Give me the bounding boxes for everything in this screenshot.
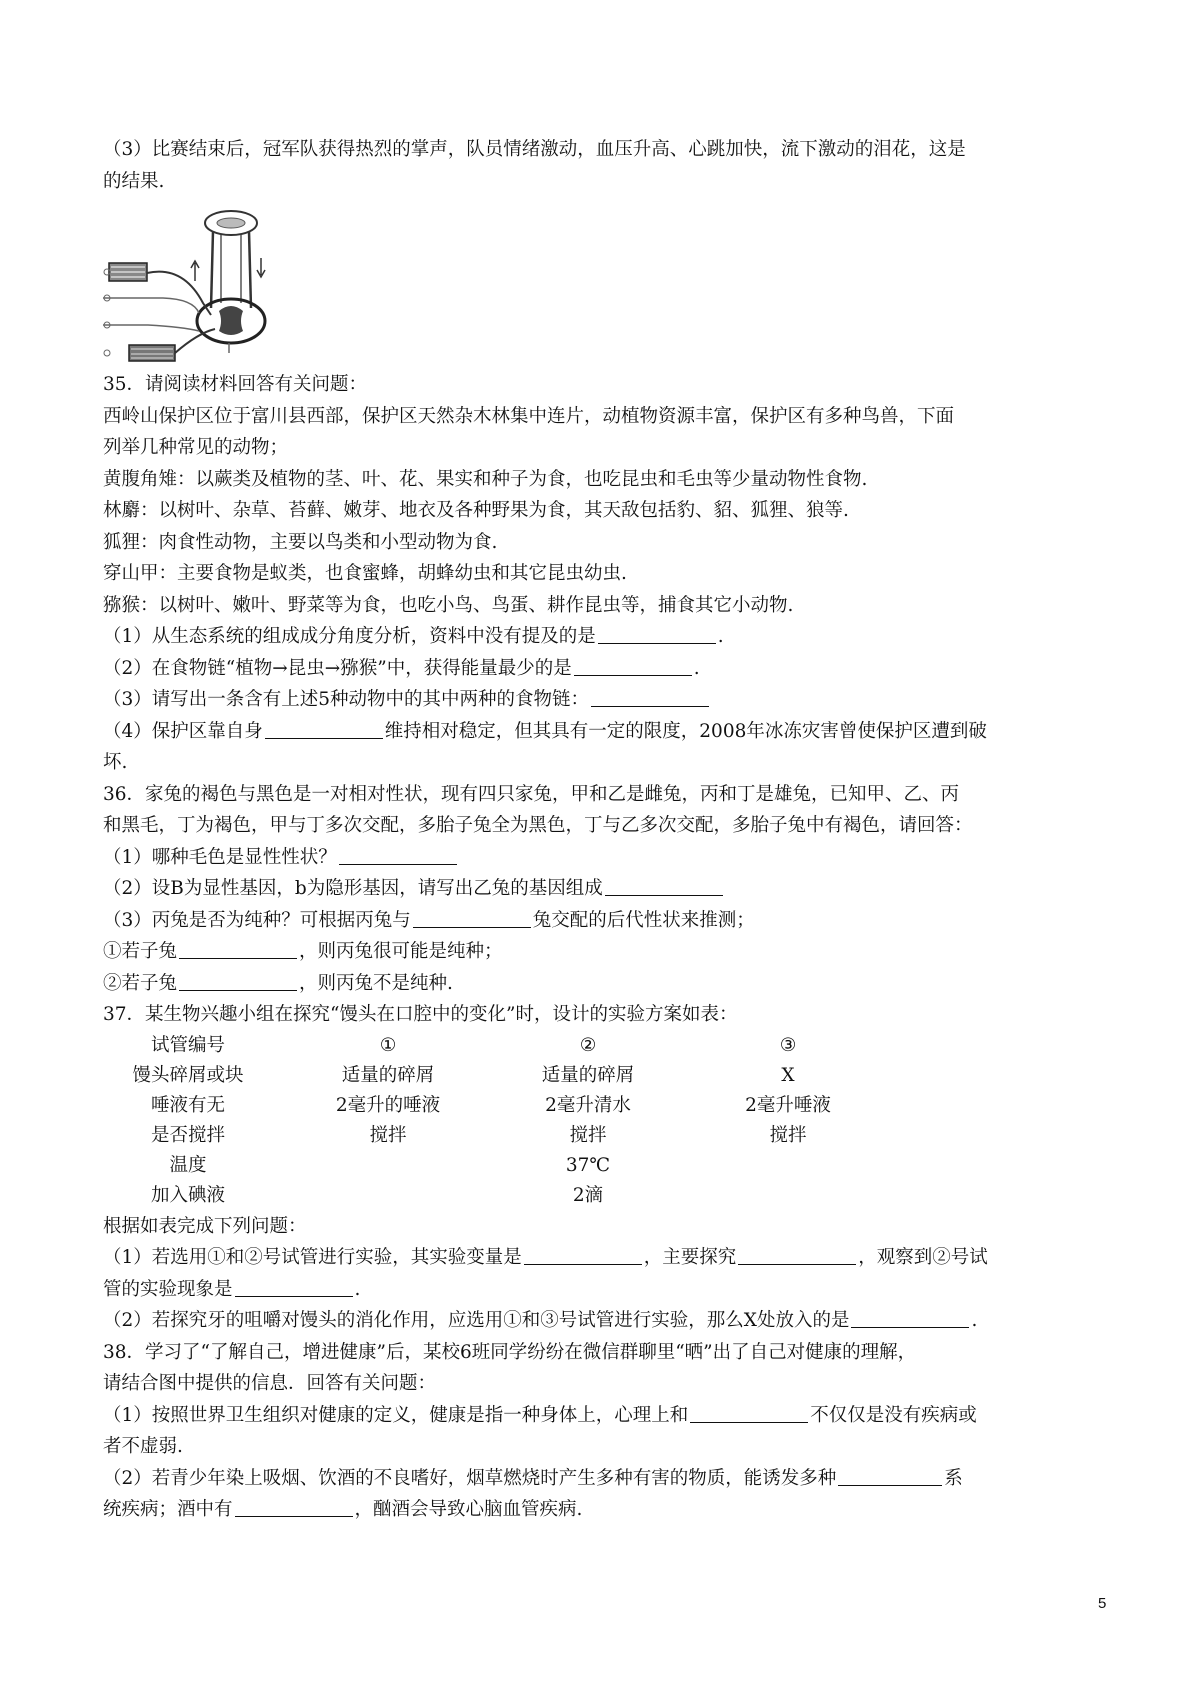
q35-sub4-text-a: （4）保护区靠自身: [103, 720, 263, 742]
q35-animal-3: 狐狸：肉食性动物，主要以鸟类和小型动物为食.: [103, 531, 498, 553]
answer-blank[interactable]: [598, 642, 716, 644]
answer-blank[interactable]: [339, 863, 457, 865]
q37-sub1-text-b: ，主要探究: [643, 1247, 737, 1268]
q38-sub1-text-a: （1）按照世界卫生组织对健康的定义，健康是指一种身体上，心理上和: [103, 1404, 689, 1426]
answer-blank[interactable]: [690, 1421, 808, 1423]
table-row: [103, 1091, 1103, 1121]
table-cell: 37℃: [565, 1154, 611, 1176]
reflex-arc-diagram-icon: [103, 203, 1103, 363]
table-cell: 适量的碎屑: [541, 1064, 635, 1086]
q36-line1: 36．家兔的褐色与黑色是一对相对性状，现有四只家兔，甲和乙是雌兔，丙和丁是雄兔，已知甲、乙、丙: [103, 783, 960, 805]
table-cell: ③: [779, 1034, 797, 1056]
q34-sub3-line2: 的结果.: [103, 170, 165, 192]
table-cell: 是否搅拌: [150, 1124, 225, 1146]
table-cell: 2滴: [572, 1184, 604, 1206]
q36-option1: [103, 936, 1103, 968]
q38-sub2-text-b: 系: [944, 1467, 963, 1489]
answer-blank[interactable]: [235, 1515, 353, 1517]
q37-sub1-text-c: ，观察到②号试: [858, 1247, 988, 1268]
q36-line2: 和黑毛，丁为褐色，甲与丁多次交配，多胎子兔全为黑色，丁与乙多次交配，多胎子兔中有褐色，请回答：: [103, 815, 973, 836]
page-number: 5: [1098, 1595, 1107, 1612]
answer-blank[interactable]: [838, 1484, 942, 1486]
table-cell: ①: [379, 1034, 397, 1056]
q37-sub2: [103, 1305, 1103, 1337]
answer-blank[interactable]: [738, 1263, 856, 1265]
q38-sub2: [103, 1463, 1103, 1495]
q37-sub1-cont: [103, 1274, 1103, 1306]
table-cell: 加入碘液: [150, 1184, 225, 1206]
q38-sub1-cont: 者不虚弱.: [103, 1436, 183, 1457]
q37-sub2-end: .: [971, 1310, 978, 1331]
answer-blank[interactable]: [524, 1263, 642, 1265]
table-cell: 唾液有无: [150, 1094, 225, 1116]
q35-title: 35．请阅读材料回答有关问题：: [103, 374, 368, 395]
q36-sub2: [103, 873, 1103, 905]
q38-line1: 38．学习了“了解自己，增进健康”后，某校6班同学纷纷在微信群聊里“晒”出了自己对健康的理解，: [103, 1341, 917, 1363]
q36-option2-text-a: ②若子兔: [103, 972, 178, 994]
table-cell: 馒头碎屑或块: [132, 1064, 244, 1086]
table-cell: 2毫升唾液: [745, 1094, 831, 1116]
table-cell: 搅拌: [369, 1124, 407, 1146]
q35-sub4-text-b: 维持相对稳定，但其具有一定的限度，2008年冰冻灾害曾使保护区遭到破: [384, 720, 987, 742]
table-row: [103, 1031, 1103, 1061]
q35-sub1-end: .: [717, 626, 724, 647]
answer-blank[interactable]: [851, 1326, 969, 1328]
q36-sub3-text-b: 兔交配的后代性状来推测；: [532, 909, 755, 931]
q35-sub4: [103, 716, 1103, 748]
q35-sub2-end: .: [693, 657, 700, 679]
q35-animal-4: 穿山甲：主要食物是蚁类，也食蜜蜂，胡蜂幼虫和其它昆虫幼虫.: [103, 563, 627, 584]
table-row: [103, 1181, 1103, 1211]
answer-blank[interactable]: [235, 1295, 353, 1297]
q35-animal-1: 黄腹角雉：以蕨类及植物的茎、叶、花、果实和种子为食，也吃昆虫和毛虫等少量动物性食物.: [103, 468, 868, 490]
q37-title: 37．某生物兴趣小组在探究“馒头在口腔中的变化”时，设计的实验方案如表：: [103, 1004, 738, 1025]
q36-option1-text-a: ①若子兔: [103, 941, 178, 962]
q38-sub2-cont: [103, 1494, 1103, 1526]
q37-after-table: 根据如表完成下列问题：: [103, 1215, 307, 1237]
q35-sub2: [103, 653, 1103, 685]
answer-blank[interactable]: [574, 674, 692, 676]
answer-blank[interactable]: [265, 737, 383, 739]
answer-blank[interactable]: [605, 894, 723, 896]
q35-intro-line1: 西岭山保护区位于富川县西部，保护区天然杂木林集中连片，动植物资源丰富，保护区有多种鸟兽，下面: [103, 405, 955, 427]
q36-option2: [103, 968, 1103, 1000]
answer-blank[interactable]: [179, 957, 297, 959]
q35-sub1: [103, 621, 1103, 653]
q36-option1-text-b: ，则丙兔很可能是纯种；: [299, 941, 503, 962]
q37-experiment-table: [103, 1031, 1103, 1211]
q36-sub2-text: （2）设B为显性基因，b为隐形基因，请写出乙兔的基因组成: [103, 878, 603, 899]
table-cell: 2毫升清水: [545, 1094, 631, 1116]
table-row: [103, 1151, 1103, 1181]
q35-animal-2: 林麝：以树叶、杂草、苔藓、嫩芽、地衣及各种野果为食，其天敌包括豹、貂、狐狸、狼等.: [103, 500, 849, 521]
q37-sub1: [103, 1242, 1103, 1274]
q36-sub1-text: （1）哪种毛色是显性性状？: [103, 846, 337, 868]
q35-animal-5: 猕猴：以树叶、嫩叶、野菜等为食，也吃小鸟、鸟蛋、耕作昆虫等，捕食其它小动物.: [103, 594, 794, 616]
q37-sub1-text-a: （1）若选用①和②号试管进行实验，其实验变量是: [103, 1247, 522, 1268]
table-cell: 搅拌: [569, 1124, 607, 1146]
q37-sub2-text: （2）若探究牙的咀嚼对馒头的消化作用，应选用①和③号试管进行实验，那么X处放入的是: [103, 1310, 850, 1331]
answer-blank[interactable]: [179, 989, 297, 991]
q37-sub1-text-e: .: [354, 1278, 361, 1300]
table-cell: ②: [579, 1034, 597, 1056]
q38-sub2-text-c: 统疾病；酒中有: [103, 1499, 233, 1520]
q38-sub1-text-b: 不仅仅是没有疾病或: [810, 1404, 977, 1426]
q36-sub1: [103, 842, 1103, 874]
table-cell: 2毫升的唾液: [335, 1094, 441, 1116]
q34-sub3-line1: （3）比赛结束后，冠军队获得热烈的掌声，队员情绪激动，血压升高、心跳加快，流下激动的泪花，这是: [103, 139, 966, 160]
table-cell: X: [781, 1064, 795, 1086]
table-cell: 试管编号: [150, 1034, 225, 1056]
answer-blank[interactable]: [591, 705, 709, 707]
q35-sub3-text: （3）请写出一条含有上述5种动物中的其中两种的食物链：: [103, 689, 590, 710]
q36-sub3-text-a: （3）丙兔是否为纯种？可根据丙兔与: [103, 909, 411, 931]
q35-sub1-text: （1）从生态系统的组成成分角度分析，资料中没有提及的是: [103, 626, 596, 647]
q36-option2-text-b: ，则丙兔不是纯种.: [299, 972, 453, 994]
answer-blank[interactable]: [413, 926, 531, 928]
page-content: [103, 134, 1103, 1526]
q38-sub2-text-d: ，酗酒会导致心脑血管疾病.: [354, 1499, 583, 1520]
table-cell: 适量的碎屑: [341, 1064, 435, 1086]
q35-intro-line2: 列举几种常见的动物；: [103, 437, 289, 458]
table-cell: 搅拌: [769, 1124, 807, 1146]
q35-sub4-cont: 坏.: [103, 752, 128, 773]
q38-sub1: [103, 1400, 1103, 1432]
q36-sub3: [103, 905, 1103, 937]
table-row: [103, 1061, 1103, 1091]
table-row: [103, 1121, 1103, 1151]
q35-sub3: [103, 684, 1103, 716]
table-cell: 温度: [169, 1154, 207, 1176]
q38-sub2-text-a: （2）若青少年染上吸烟、饮酒的不良嗜好，烟草燃烧时产生多种有害的物质，能诱发多种: [103, 1467, 837, 1489]
q38-line2: 请结合图中提供的信息．回答有关问题：: [103, 1373, 437, 1394]
q35-sub2-text: （2）在食物链“植物→昆虫→猕猴”中，获得能量最少的是: [103, 657, 572, 679]
q37-sub1-text-d: 管的实验现象是: [103, 1278, 233, 1300]
